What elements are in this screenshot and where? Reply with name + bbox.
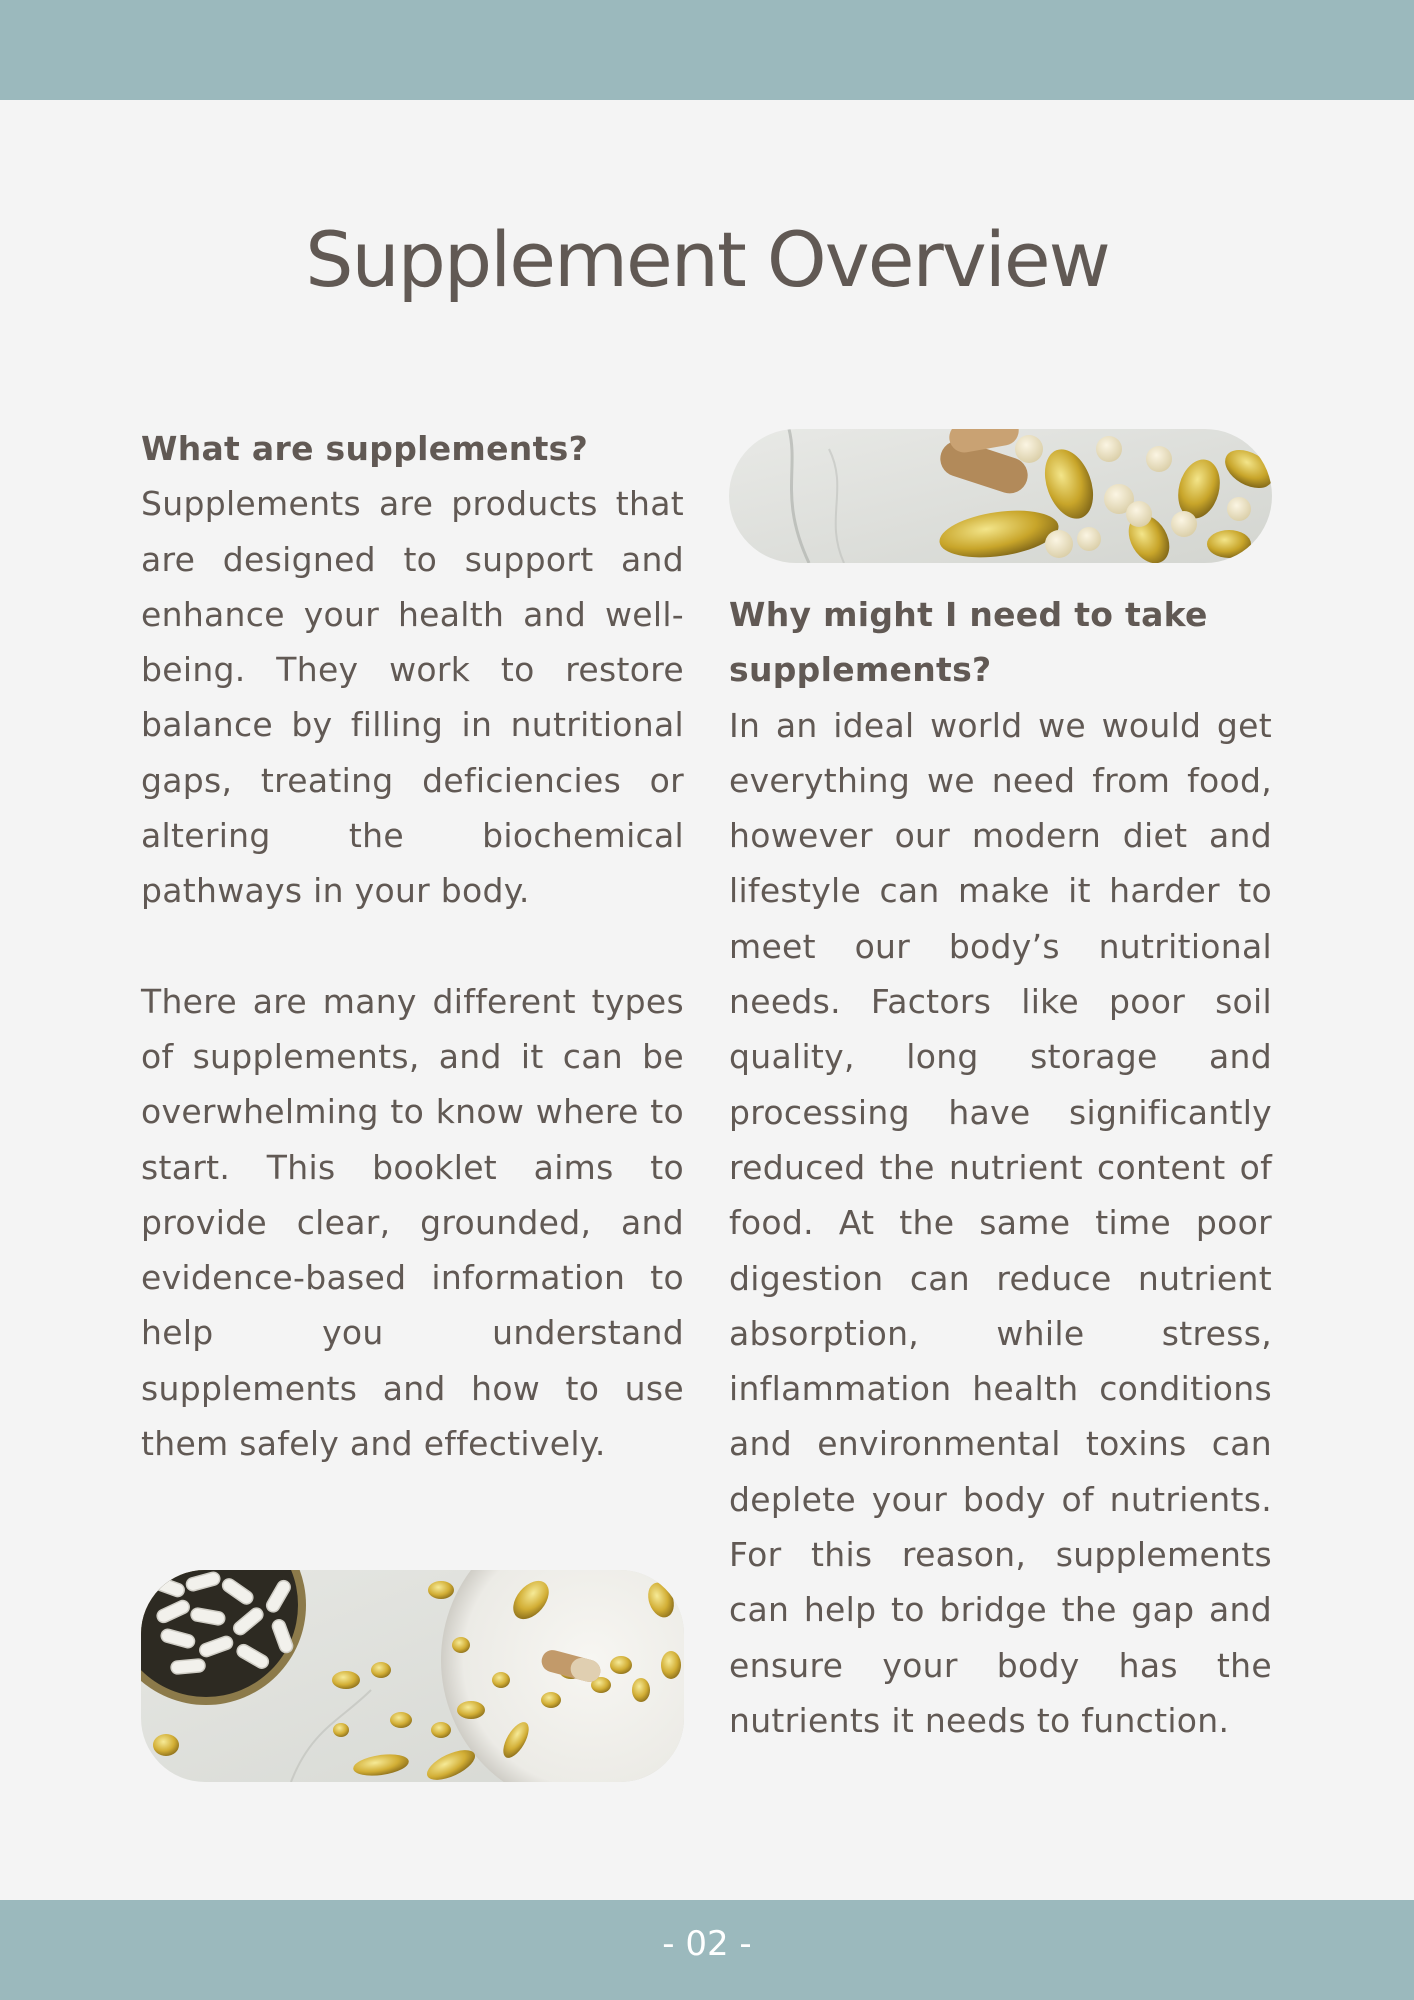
page-number: - 02 - xyxy=(662,1924,752,1964)
right-paragraph-1: In an ideal world we would get everything we need from food, however our modern diet and lifestyle can make it harder to meet our body’s nutritional needs. Factors like poor soil quality, long storage and processing have significantly reduced the nutrient content of food. At the same time poor digestion can reduce nutrient absorption, while stress, inflammation health conditions and environmental toxins can deplete your body of nutrients. For this reason, supplements can help to bridge the gap and ensure your body has the nutrients it needs to function. xyxy=(729,705,1272,1740)
left-heading: What are supplements? xyxy=(141,429,589,468)
right-heading: Why might I need to take supplements? xyxy=(729,595,1208,690)
header-band xyxy=(0,0,1414,100)
right-column xyxy=(729,587,1272,1748)
left-paragraph-1: Supplements are products that are designed to support and enhance your health and well-being. They work to restore balance by filling in nutritional gaps, treating deficiencies or altering the biochemical pathways in your body. xyxy=(141,484,684,911)
left-paragraph-2: There are many different types of supplements, and it can be overwhelming to know where to start. This booklet aims to provide clear, grounded, and evidence-based information to help you understand supplements and how to use them safely and effectively. xyxy=(141,981,684,1464)
left-column xyxy=(141,421,684,1471)
page-title: Supplement Overview xyxy=(305,215,1109,304)
capsules-photo xyxy=(729,429,1272,563)
pills-photo xyxy=(141,1570,684,1782)
